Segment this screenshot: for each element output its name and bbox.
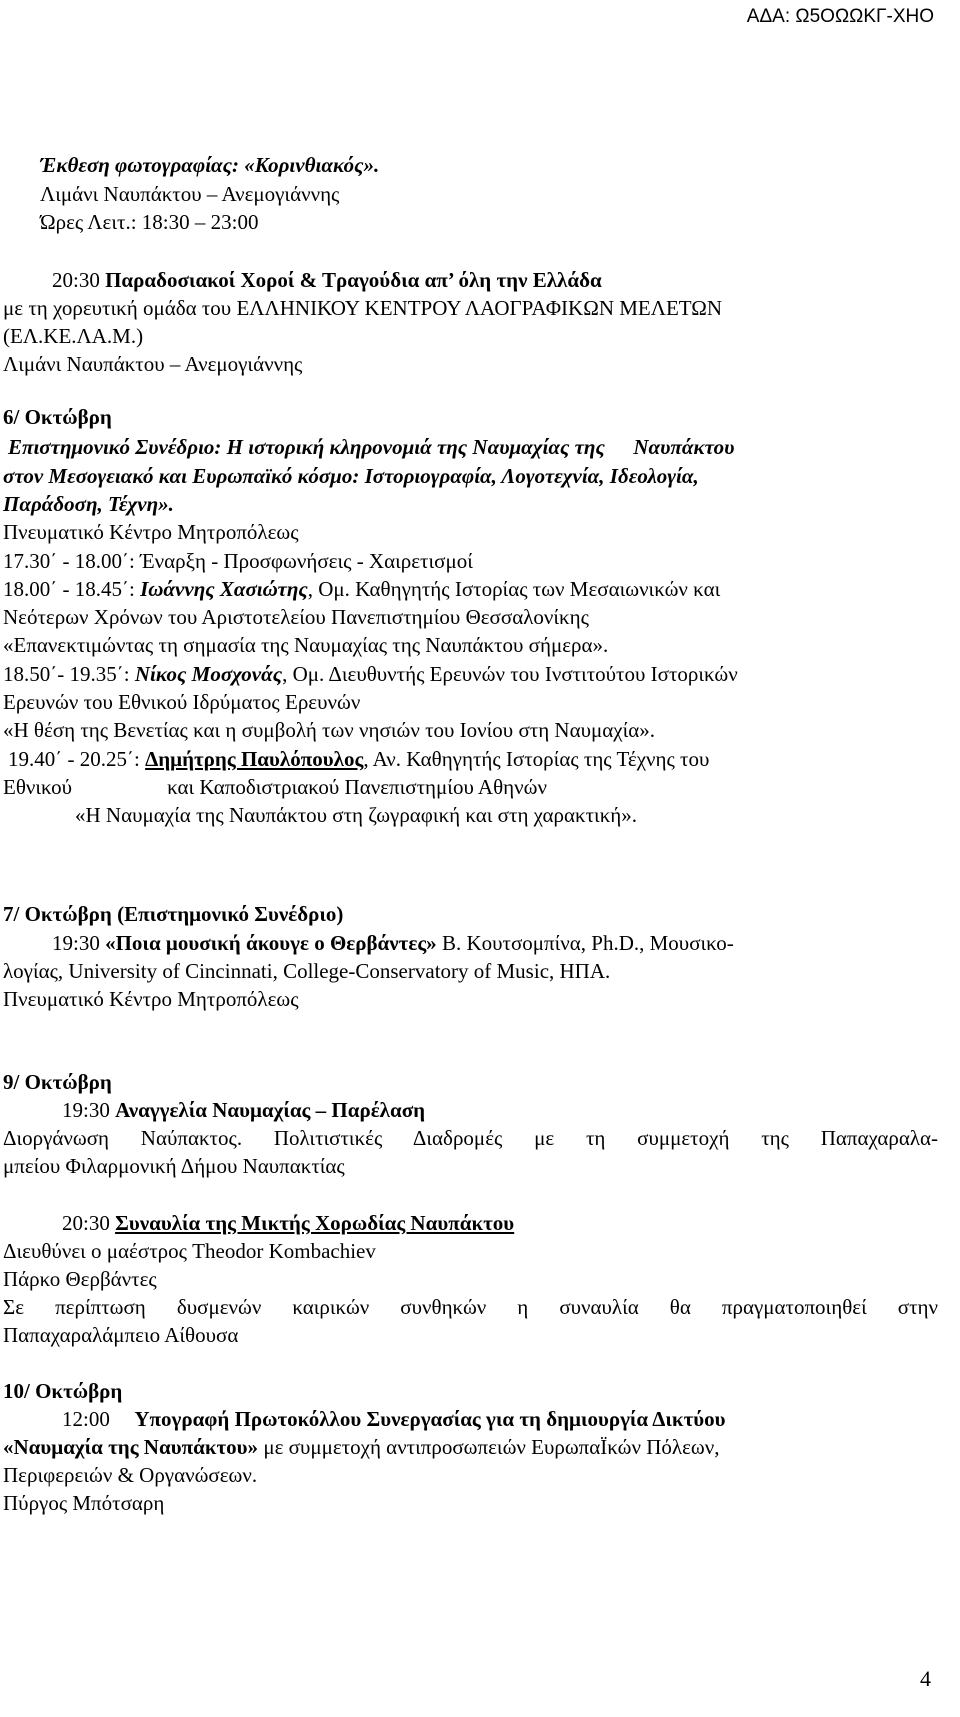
oct6-conf-line1a: Επιστημονικό Συνέδριο: Η ιστορική κληρονομιά της Ναυμαχίας της (8, 435, 605, 459)
oct9-time: 19:30 (62, 1098, 110, 1122)
oct7-speaker: Β. Κουτσομπίνα, Ph.D., Μουσικο- (441, 931, 734, 955)
exhibition-title: Έκθεση φωτογραφίας: «Κορινθιακός». (40, 153, 380, 177)
oct10-event (62, 1405, 960, 1433)
oct10-date: 10/ Οκτώβρη (3, 1379, 123, 1403)
oct9-line1: Διοργάνωση Ναύπακτος. Πολιτιστικές Διαδρομές με τη συμμετοχή της Παπαχαραλα- (3, 1126, 938, 1150)
speaker-title: , Αν. Καθηγητής Ιστορίας της Τέχνης του (363, 747, 710, 771)
dances-title: Παραδοσιακοί Χοροί & Τραγούδια απ’ όλη την Ελλάδα (105, 268, 602, 292)
session-time: 19.40΄ - 20.25΄: (8, 747, 140, 771)
speaker-name: Νίκος Μοσχονάς (134, 662, 283, 686)
oct6-conf-line1 (8, 433, 960, 461)
oct10-title1: Υπογραφή Πρωτοκόλλου Συνεργασίας για τη δημιουργία Δικτύου (134, 1407, 726, 1431)
oct6-pavlopoulos-talk: «Η Ναυμαχία της Ναυπάκτου στη ζωγραφική και στη χαρακτική». (75, 803, 638, 827)
speaker-title: , Ομ. Καθηγητής Ιστορίας των Μεσαιωνικών και (307, 577, 721, 601)
speaker-name: Δημήτρης Παυλόπουλος (145, 747, 364, 771)
document-code: ΑΔΑ: Ω5ΟΩΩΚΓ-ΧΗΟ (746, 6, 934, 27)
oct6-conf-line3: Παράδοση, Τέχνη». (3, 492, 174, 516)
exhibition-venue: Λιμάνι Ναυπάκτου – Ανεμογιάννης (40, 182, 340, 206)
oct9-concert-time: 20:30 (62, 1211, 110, 1235)
exhibition-hours: Ώρες Λειτ.: 18:30 – 23:00 (40, 210, 259, 234)
oct9-rain-line1: Σε περίπτωση δυσμενών καιρικών συνθηκών η συναυλία θα πραγματοποιηθεί στην (3, 1295, 938, 1319)
oct6-conf-line2: στον Μεσογειακό και Ευρωπαϊκό κόσμο: Ιστοριογραφία, Λογοτεχνία, Ιδεολογία, (3, 464, 699, 488)
dances-heading (52, 266, 960, 294)
oct7-line2: λογίας, University of Cincinnati, College-Conservatory of Music, ΗΠΑ. (3, 959, 611, 983)
oct9-venue: Πάρκο Θερβάντες (3, 1267, 157, 1291)
oct6-venue: Πνευματικό Κέντρο Μητροπόλεως (3, 520, 299, 544)
oct10-rest2: με συμμετοχή αντιπροσωπειών ΕυρωπαΪκών Πόλεων, (258, 1435, 720, 1459)
oct6-session-opening: 17.30΄ - 18.00΄: Έναρξη - Προσφωνήσεις - Χαιρετισμοί (3, 549, 473, 573)
university-part2: και Καποδιστριακού Πανεπιστημίου Αθηνών (167, 775, 547, 799)
oct6-session-moschonas (3, 660, 960, 688)
oct10-time: 12:00 (62, 1407, 110, 1431)
oct6-moschonas-line2: Ερευνών του Εθνικού Ιδρύματος Ερευνών (3, 690, 361, 714)
oct9-conductor: Διευθύνει ο μαέστρος Theodor Kombachiev (3, 1239, 376, 1263)
university-part1: Εθνικού (3, 775, 73, 799)
page-number: 4 (920, 1666, 931, 1691)
oct9-rain-line2: Παπαχαραλάμπειο Αίθουσα (3, 1323, 239, 1347)
oct7-date: 7/ Οκτώβρη (Επιστημονικό Συνέδριο) (3, 902, 344, 926)
oct6-moschonas-talk: «Η θέση της Βενετίας και η συμβολή των νησιών του Ιονίου στη Ναυμαχία». (3, 718, 655, 742)
dances-line2: με τη χορευτική ομάδα του ΕΛΛΗΝΙΚΟΥ ΚΕΝΤΡΟΥ ΛΑΟΓΡΑΦΙΚΩΝ ΜΕΛΕΤΩΝ (3, 296, 723, 320)
oct6-session-pavlopoulos (8, 745, 960, 773)
oct6-session-hasiotis (3, 575, 960, 603)
dances-venue: Λιμάνι Ναυπάκτου – Ανεμογιάννης (3, 352, 303, 376)
oct6-hasiotis-line2: Νεότερων Χρόνων του Αριστοτελείου Πανεπιστημίου Θεσσαλονίκης (3, 605, 589, 629)
oct10-line2 (3, 1433, 960, 1461)
session-time: 18.50΄- 19.35΄: (3, 662, 130, 686)
oct10-venue: Πύργος Μπότσαρη (3, 1491, 165, 1515)
oct10-line3: Περιφερειών & Οργανώσεων. (3, 1463, 258, 1487)
session-time: 18.00΄ - 18.45΄: (3, 577, 135, 601)
oct9-concert (62, 1209, 960, 1237)
dances-line3: (ΕΛ.ΚΕ.ΛΑ.Μ.) (3, 324, 144, 348)
oct7-time: 19:30 (52, 931, 100, 955)
oct9-line2: μπείου Φιλαρμονική Δήμου Ναυπακτίας (3, 1154, 345, 1178)
oct9-title: Αναγγελία Ναυμαχίας – Παρέλαση (115, 1098, 426, 1122)
oct7-event (52, 929, 960, 957)
oct6-pavlopoulos-line2 (3, 773, 960, 801)
oct9-concert-title: Συναυλία της Μικτής Χορωδίας Ναυπάκτου (115, 1211, 515, 1235)
oct7-venue: Πνευματικό Κέντρο Μητροπόλεως (3, 987, 299, 1011)
speaker-title: , Ομ. Διευθυντής Ερευνών του Ινστιτούτου Ιστορικών (282, 662, 738, 686)
oct7-title: «Ποια μουσική άκουγε ο Θερβάντες» (105, 931, 437, 955)
oct10-title2: «Ναυμαχία της Ναυπάκτου» (3, 1435, 259, 1459)
oct9-date: 9/ Οκτώβρη (3, 1070, 112, 1094)
oct6-date: 6/ Οκτώβρη (3, 405, 112, 429)
speaker-name: Ιωάννης Χασιώτης (140, 577, 308, 601)
oct6-hasiotis-talk: «Επανεκτιμώντας τη σημασία της Ναυμαχίας της Ναυπάκτου σήμερα». (3, 633, 609, 657)
oct9-parade (62, 1096, 960, 1124)
dances-time: 20:30 (52, 268, 100, 292)
oct6-conf-line1b: Ναυπάκτου (633, 435, 735, 459)
